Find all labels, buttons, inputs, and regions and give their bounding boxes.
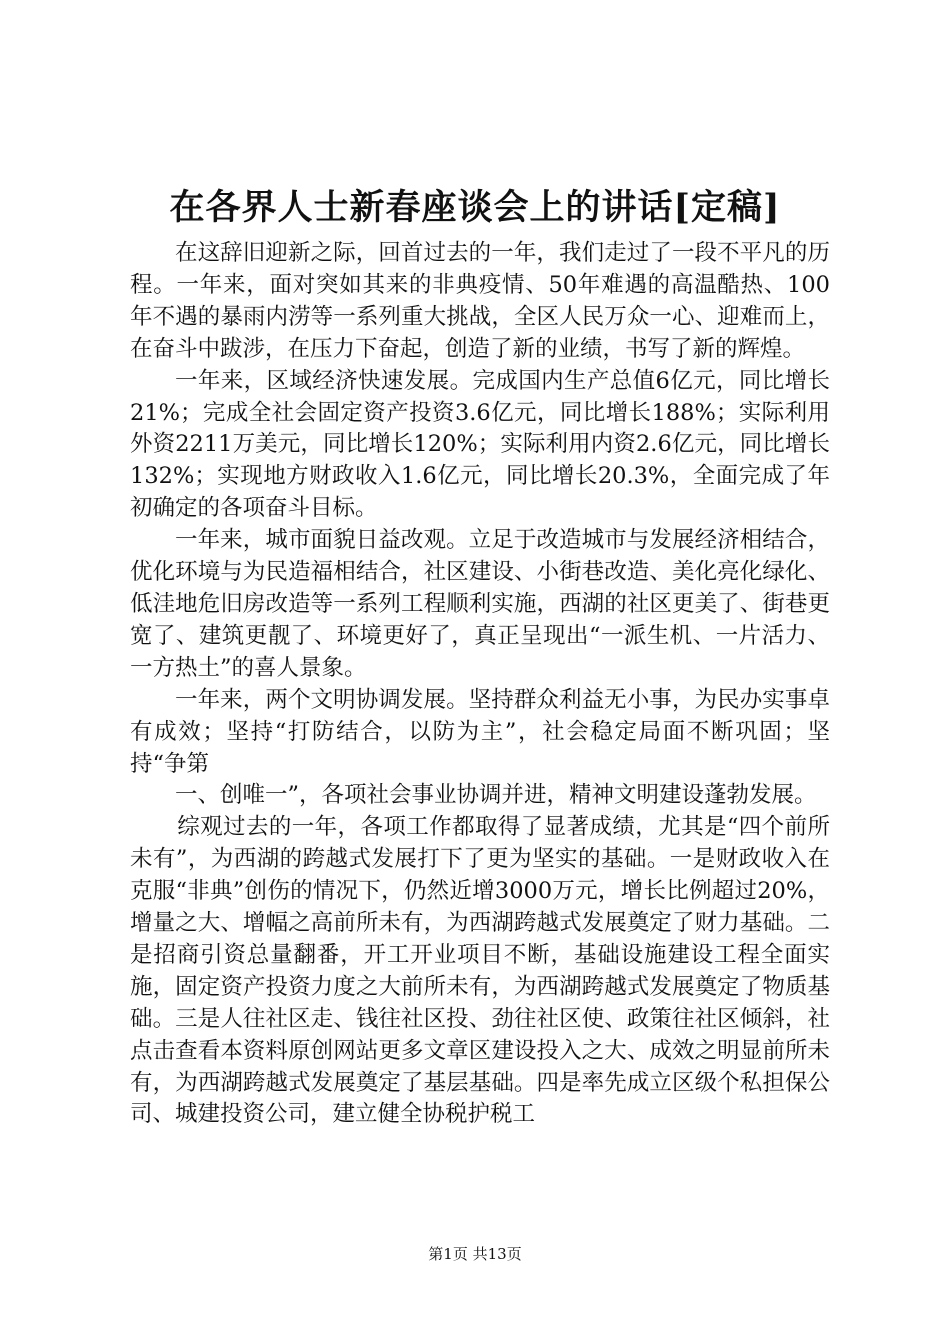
document-body	[130, 238, 830, 1131]
paragraph-civilization-cont: 一、创唯一”，各项社会事业协调并进，精神文明建设蓬勃发展。	[175, 782, 817, 809]
paragraph-city: 一年来，城市面貌日益改观。立足于改造城市与发展经济相结合，优化环境与为民造福相结合，社区建设、小街巷改造、美化亮化绿化、低洼地危旧房改造等一系列工程顺利实施，西湖的社区更美了、街巷更宽了、建筑更靓了、环境更好了，真正呈现出“一派生机、一片活力、一方热土”的喜人景象。	[130, 527, 830, 681]
document-title: 在各界人士新春座谈会上的讲话[定稿]	[169, 187, 781, 228]
paragraph-intro: 在这辞旧迎新之际，回首过去的一年，我们走过了一段不平凡的历程。一年来，面对突如其来的非典疫情、50年难遇的高温酷热、100年不遇的暴雨内涝等一系列重大挑战，全区人民万众一心、迎难而上，在奋斗中跋涉，在压力下奋起，创造了新的业绩，书写了新的辉煌。	[130, 240, 830, 362]
paragraph-summary: 综观过去的一年，各项工作都取得了显著成绩，尤其是“四个前所未有”，为西湖的跨越式发展打下了更为坚实的基础。一是财政收入在克服“非典”创伤的情况下，仍然近增3000万元，增长比例超过20%，增量之大、增幅之高前所未有，为西湖跨越式发展奠定了财力基础。二是招商引资总量翻番，开工开业项目不断，基础设施建设工程全面实施，固定资产投资力度之大前所未有，为西湖跨越式发展奠定了物质基础。三是人往社区走、钱往社区投、劲往社区使、政策往社区倾斜，社点击查看本资料原创网站更多文章区建设投入之大、成效之明显前所未有，为西湖跨越式发展奠定了基层基础。四是率先成立区级个私担保公司、城建投资公司，建立健全协税护税工	[130, 814, 830, 1128]
paragraph-economy: 一年来，区域经济快速发展。完成国内生产总值6亿元，同比增长21%；完成全社会固定资产投资3.6亿元，同比增长188%；实际利用外资2211万美元，同比增长120%；实际利用内资2.6亿元，同比增长132%；实现地方财政收入1.6亿元，同比增长20.3%，全面完成了年初确定的各项奋斗目标。	[130, 367, 830, 522]
paragraph-civilization: 一年来，两个文明协调发展。坚持群众利益无小事，为民办实事卓有成效；坚持“打防结合，以防为主”，社会稳定局面不断巩固；坚持“争第	[130, 686, 830, 777]
page-number: 第1页 共13页	[428, 1245, 522, 1263]
